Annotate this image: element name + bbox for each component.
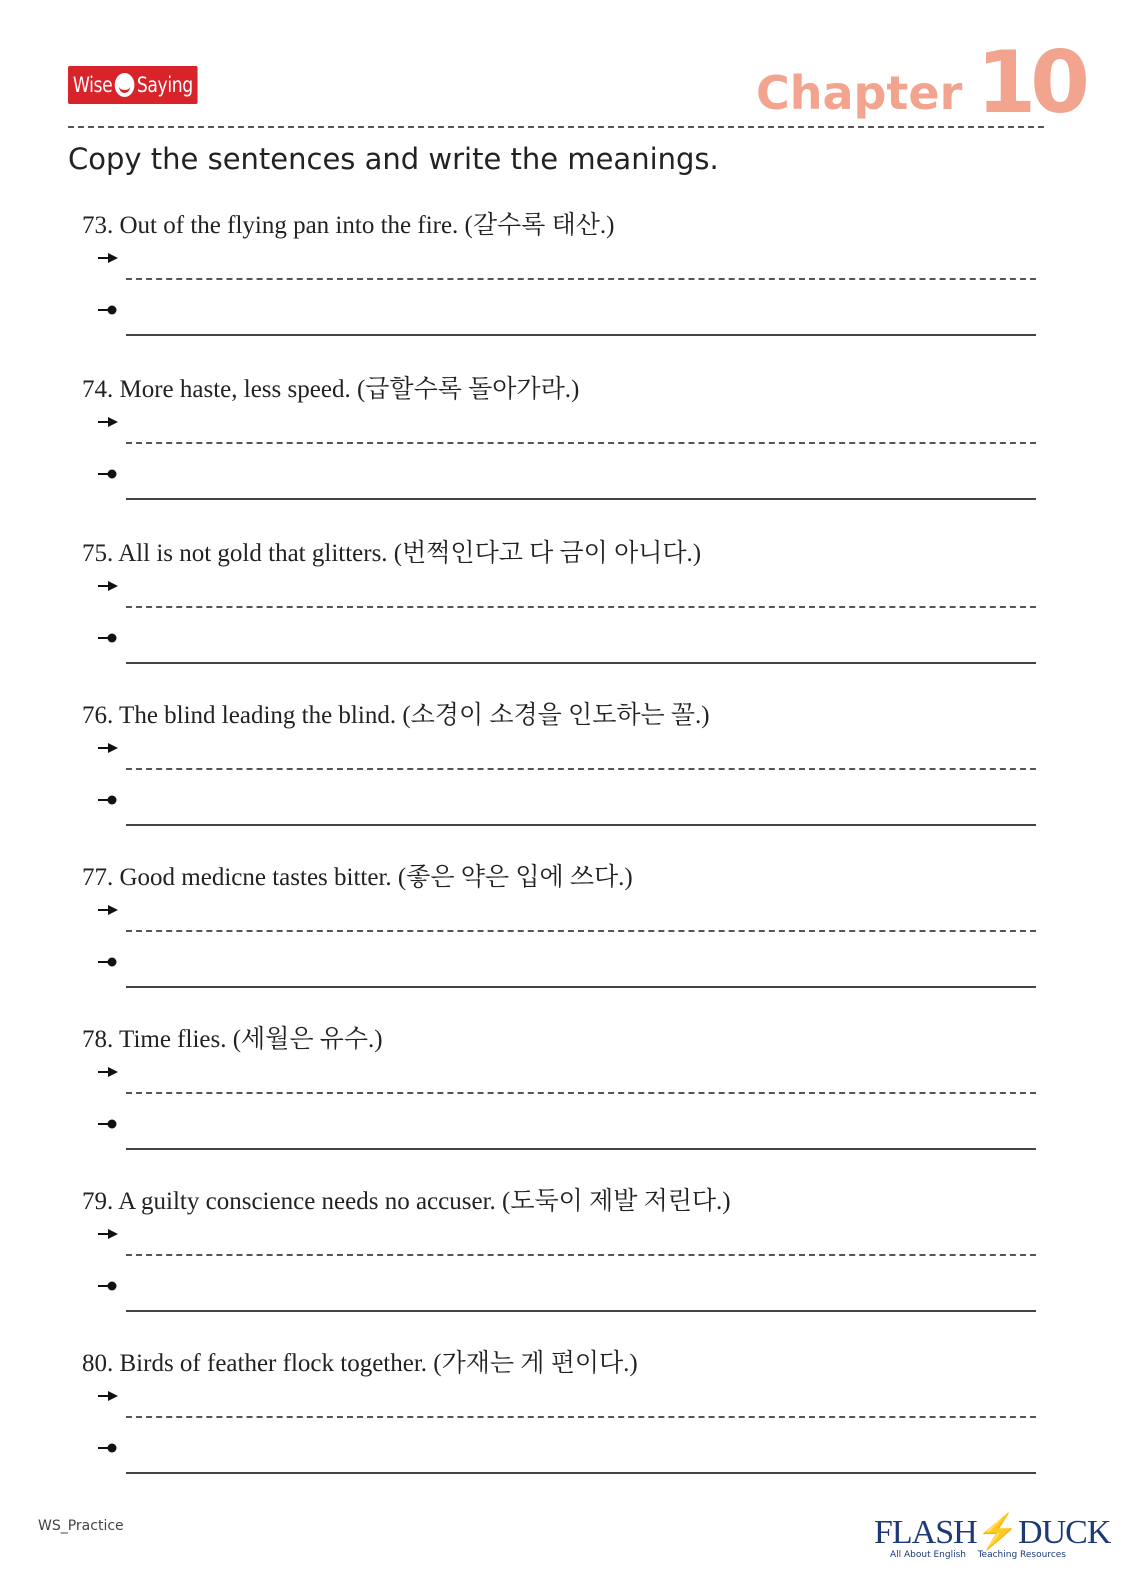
exercise-sentence: 78. Time flies. (세월은 유수.) [82, 1026, 383, 1053]
arrow-icon [98, 904, 118, 916]
exercise-item [82, 1026, 1036, 1190]
pin-icon [98, 468, 118, 480]
copy-line[interactable] [126, 1254, 1036, 1256]
pin-icon [98, 632, 118, 644]
chapter-number: 10 [976, 33, 1084, 133]
exercise-item [82, 1188, 1036, 1352]
exercise-item [82, 212, 1036, 376]
brand-name [874, 1512, 1110, 1552]
copy-line[interactable] [126, 278, 1036, 280]
arrow-icon [98, 742, 118, 754]
exercise-sentence: 76. The blind leading the blind. (소경이 소경을 인도하는 꼴.) [82, 702, 710, 729]
copy-line[interactable] [126, 930, 1036, 932]
wise-saying-logo [68, 66, 198, 104]
meaning-line[interactable] [126, 986, 1036, 988]
pin-icon [98, 1118, 118, 1130]
meaning-line[interactable] [126, 662, 1036, 664]
brand-name-a: FLASH [874, 1514, 977, 1551]
arrow-icon [98, 1390, 118, 1402]
copy-line[interactable] [126, 442, 1036, 444]
meaning-line[interactable] [126, 1472, 1036, 1474]
logo-text-left: Wise [72, 73, 113, 97]
exercise-sentence: 79. A guilty conscience needs no accuser. (도둑이 제발 저린다.) [82, 1188, 731, 1215]
arrow-icon [98, 1228, 118, 1240]
exercise-item [82, 540, 1036, 704]
pin-icon [98, 304, 118, 316]
flashduck-logo [874, 1512, 1111, 1562]
meaning-line[interactable] [126, 824, 1036, 826]
pin-icon [98, 956, 118, 968]
exercise-sentence: 73. Out of the flying pan into the fire. (갈수록 태산.) [82, 212, 615, 239]
pin-icon [98, 1280, 118, 1292]
copy-line[interactable] [126, 768, 1036, 770]
exercise-sentence: 80. Birds of feather flock together. (가재는 게 편이다.) [82, 1350, 638, 1377]
exercise-sentence: 77. Good medicne tastes bitter. (좋은 약은 입에 쓰다.) [82, 864, 633, 891]
brand-tagline-right: Teaching Resources [977, 1550, 1066, 1560]
exercise-sentence: 74. More haste, less speed. (급할수록 돌아가라.) [82, 376, 580, 403]
copy-line[interactable] [126, 1092, 1036, 1094]
exercise-item [82, 376, 1036, 540]
smiley-icon [115, 73, 135, 97]
pin-icon [98, 794, 118, 806]
arrow-icon [98, 1066, 118, 1078]
exercise-item [82, 702, 1036, 866]
exercise-sentence: 75. All is not gold that glitters. (번쩍인다고 다 금이 아니다.) [82, 540, 702, 567]
brand-name-b: DUCK [1018, 1514, 1111, 1551]
pin-icon [98, 1442, 118, 1454]
meaning-line[interactable] [126, 1310, 1036, 1312]
meaning-line[interactable] [126, 1148, 1036, 1150]
arrow-icon [98, 252, 118, 264]
meaning-line[interactable] [126, 498, 1036, 500]
chapter-heading [755, 33, 1084, 133]
instruction-text: Copy the sentences and write the meanings. [68, 142, 719, 176]
chapter-label: Chapter [755, 66, 963, 120]
arrow-icon [98, 580, 118, 592]
header-divider [68, 126, 1044, 128]
meaning-line[interactable] [126, 334, 1036, 336]
worksheet-code: WS_Practice [38, 1518, 124, 1534]
brand-tagline-left: All About English [890, 1550, 966, 1560]
copy-line[interactable] [126, 1416, 1036, 1418]
exercise-item [82, 864, 1036, 1028]
bolt-icon: ⚡ [976, 1514, 1019, 1551]
copy-line[interactable] [126, 606, 1036, 608]
logo-text-right: Saying [136, 73, 193, 97]
exercise-item [82, 1350, 1036, 1514]
arrow-icon [98, 416, 118, 428]
